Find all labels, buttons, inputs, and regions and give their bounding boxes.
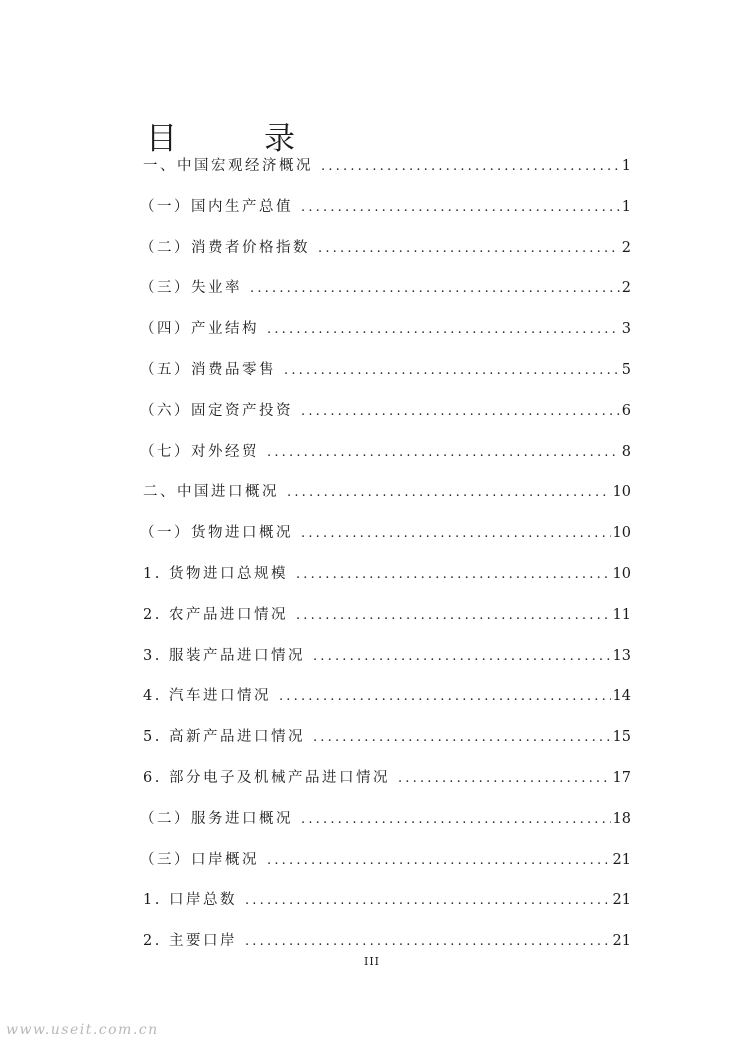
toc-entry-label: 5. 高新产品进口情况	[143, 729, 305, 746]
toc-entry[interactable]	[143, 682, 631, 723]
toc-entry-page: 21	[612, 892, 631, 909]
toc-dot-leader	[313, 724, 611, 752]
toc-dot-leader	[301, 194, 620, 222]
toc-entry-page: 2	[621, 280, 631, 297]
watermark: www.useit.com.cn	[6, 1022, 159, 1038]
toc-entry-page: 13	[612, 647, 631, 664]
toc-entry-label: （六）固定资产投资	[140, 402, 293, 419]
toc-entry-page: 15	[612, 729, 631, 746]
toc-entry-label: （四）产业结构	[140, 321, 259, 338]
toc-entry[interactable]	[140, 315, 631, 356]
toc-entry-page: 21	[612, 933, 631, 950]
toc-entry-page: 14	[612, 688, 631, 705]
toc-entry-label: 一、中国宏观经济概况	[143, 158, 313, 174]
toc-entry-label: 6. 部分电子及机械产品进口情况	[143, 769, 390, 786]
toc-dot-leader	[301, 520, 611, 548]
toc-entry-page: 2	[621, 239, 631, 256]
toc-entry[interactable]	[140, 438, 631, 479]
toc-entry[interactable]	[140, 193, 631, 234]
toc-entry-page: 18	[612, 810, 631, 827]
toc-dot-leader	[398, 765, 611, 793]
toc-dot-leader	[287, 479, 611, 507]
toc-entry-page: 1	[621, 198, 631, 215]
toc-dot-leader	[245, 928, 611, 956]
toc-entry-label: （三）失业率	[140, 280, 242, 297]
toc-entry-label: 2. 农产品进口情况	[143, 606, 288, 623]
toc-dot-leader	[267, 316, 620, 344]
toc-entry[interactable]	[140, 805, 631, 846]
toc-dot-leader	[318, 235, 620, 263]
toc-entry-label: 1. 货物进口总规模	[143, 565, 288, 582]
toc-entry[interactable]	[143, 642, 631, 683]
toc-entry[interactable]	[143, 764, 631, 805]
toc-entry[interactable]	[143, 152, 631, 193]
toc-entry[interactable]	[143, 478, 631, 519]
toc-entry-page: 10	[612, 525, 631, 542]
toc-entry-label: （一）国内生产总值	[140, 198, 293, 215]
toc-entry-page: 5	[621, 361, 631, 378]
toc-entry[interactable]	[143, 723, 631, 764]
toc-entry-page: 21	[612, 851, 631, 868]
toc-dot-leader	[267, 847, 611, 875]
toc-dot-leader	[267, 439, 620, 467]
toc-entry-label: 4. 汽车进口情况	[143, 688, 271, 705]
toc-entry-page: 3	[621, 321, 631, 338]
toc-entry[interactable]	[140, 234, 631, 275]
table-of-contents	[140, 152, 631, 968]
toc-entry-page: 10	[612, 484, 631, 501]
toc-entry[interactable]	[140, 274, 631, 315]
toc-entry[interactable]	[140, 846, 631, 887]
toc-entry[interactable]	[143, 560, 631, 601]
toc-dot-leader	[250, 275, 620, 303]
page-title: 目 录	[146, 120, 323, 157]
page-number: III	[363, 955, 381, 968]
toc-dot-leader	[296, 561, 611, 589]
toc-entry-label: （三）口岸概况	[140, 851, 259, 868]
toc-entry-page: 10	[612, 565, 631, 582]
toc-entry-label: 3. 服装产品进口情况	[143, 647, 305, 664]
toc-entry-label: （二）消费者价格指数	[140, 239, 310, 256]
toc-entry[interactable]	[140, 356, 631, 397]
toc-entry-page: 1	[621, 158, 631, 174]
toc-entry-page: 6	[621, 402, 631, 419]
toc-entry-page: 11	[612, 606, 631, 623]
toc-entry-page: 17	[612, 769, 631, 786]
toc-dot-leader	[301, 806, 611, 834]
toc-entry-page: 8	[621, 443, 631, 460]
toc-entry-label: （二）服务进口概况	[140, 810, 293, 827]
toc-dot-leader	[296, 602, 611, 630]
toc-entry-label: 1. 口岸总数	[143, 892, 237, 909]
toc-dot-leader	[301, 398, 620, 426]
toc-dot-leader	[279, 683, 611, 711]
toc-dot-leader	[321, 153, 620, 181]
toc-entry-label: （一）货物进口概况	[140, 525, 293, 542]
toc-dot-leader	[284, 357, 620, 385]
toc-dot-leader	[245, 887, 611, 915]
toc-dot-leader	[313, 643, 611, 671]
toc-entry[interactable]	[143, 601, 631, 642]
toc-entry-label: 二、中国进口概况	[143, 484, 279, 501]
toc-entry[interactable]	[140, 397, 631, 438]
toc-entry[interactable]	[143, 886, 631, 927]
toc-entry[interactable]	[140, 519, 631, 560]
toc-entry-label: （七）对外经贸	[140, 443, 259, 460]
toc-entry-label: （五）消费品零售	[140, 361, 276, 378]
toc-entry-label: 2. 主要口岸	[143, 933, 237, 950]
